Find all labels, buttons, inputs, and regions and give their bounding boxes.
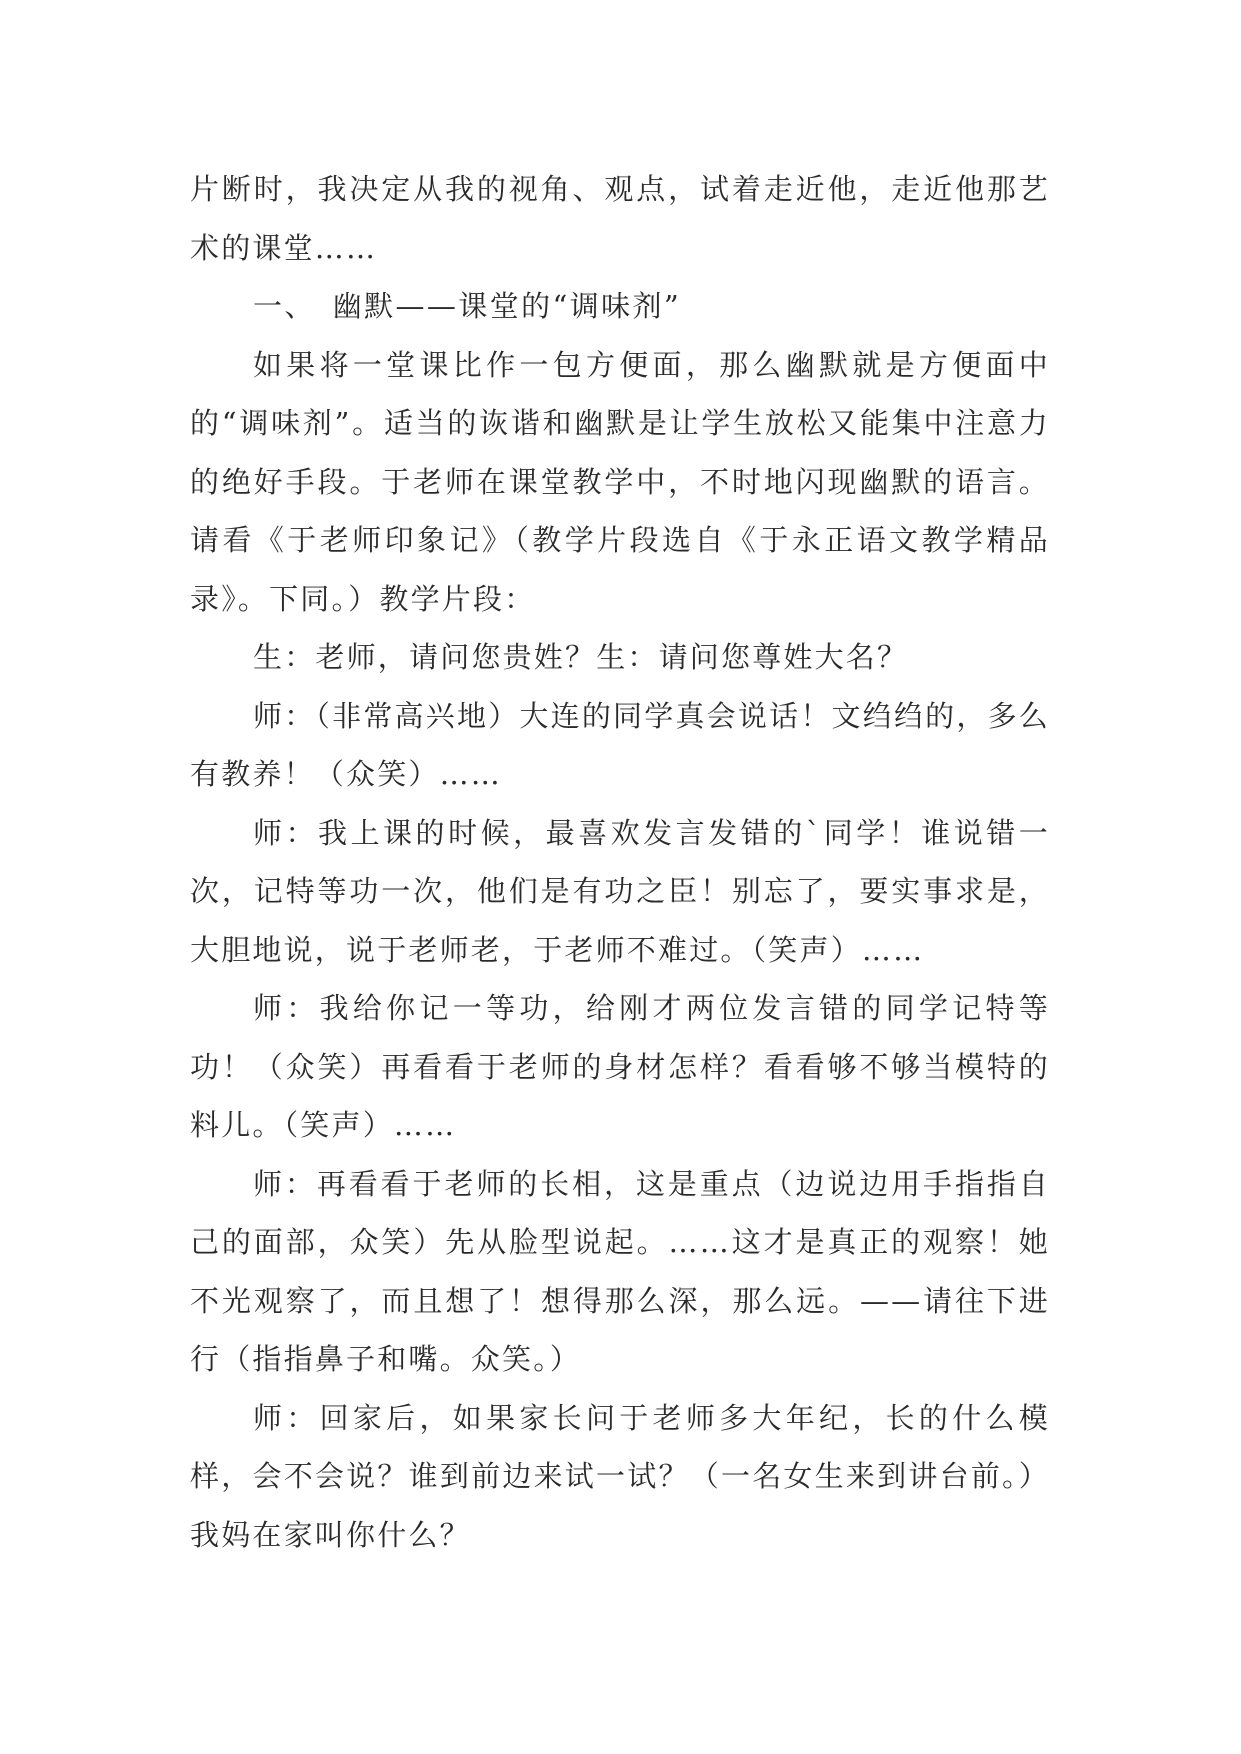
- dialogue-line: 师：我上课的时候，最喜欢发言发错的`同学！谁说错一次，记特等功一次，他们是有功之臣！别忘了，要实事求是，大胆地说，说于老师老，于老师不难过。（笑声）……: [190, 815, 1050, 967]
- dialogue-line: 师：（非常高兴地）大连的同学真会说话！文绉绉的，多么有教养！（众笑）……: [190, 698, 1050, 791]
- paragraph-intro: 如果将一堂课比作一包方便面，那么幽默就是方便面中的“调味剂”。适当的诙谐和幽默是让学生放松又能集中注意力的绝好手段。于老师在课堂教学中，不时地闪现幽默的语言。请看《于老师印象记》（教学片段选自《于永正语文教学精品录》。下同。）教学片段：: [190, 347, 1050, 616]
- document-body: [190, 160, 1050, 1564]
- paragraph-continuation: 片断时，我决定从我的视角、观点，试着走近他，走近他那艺术的课堂……: [190, 172, 1050, 265]
- section-heading: 一、 幽默——课堂的“调味剂”: [253, 289, 682, 323]
- dialogue-line: 师：再看看于老师的长相，这是重点（边说边用手指指自己的面部，众笑）先从脸型说起。……这才是真正的观察！她不光观察了，而且想了！想得那么深，那么远。——请往下进行（指指鼻子和嘴。众笑。）: [190, 1166, 1050, 1376]
- dialogue-line: 师：我给你记一等功，给刚才两位发言错的同学记特等功！（众笑）再看看于老师的身材怎样？看看够不够当模特的料儿。（笑声）……: [190, 991, 1050, 1142]
- dialogue-line: 生：老师，请问您贵姓？生：请问您尊姓大名？: [253, 640, 909, 674]
- dialogue-line: 师：回家后，如果家长问于老师多大年纪，长的什么模样，会不会说？谁到前边来试一试？（一名女生来到讲台前。）我妈在家叫你什么？: [190, 1400, 1050, 1552]
